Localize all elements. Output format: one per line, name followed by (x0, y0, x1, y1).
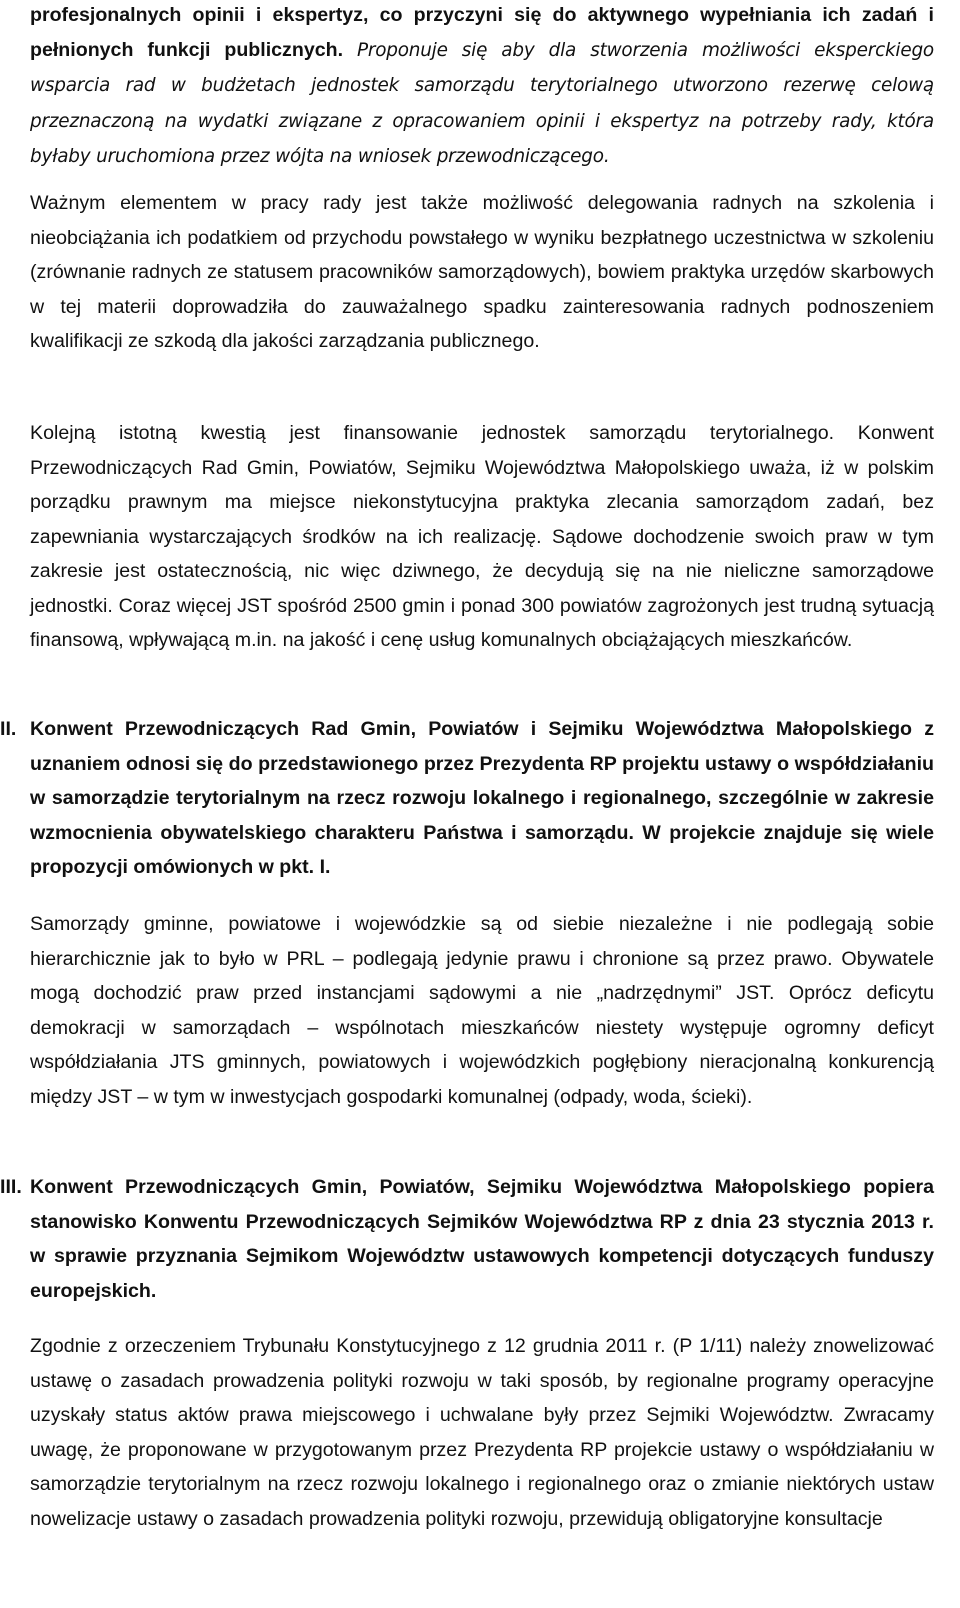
section-ii (0, 712, 934, 885)
section-iii (0, 1170, 934, 1308)
paragraph-constitutional-tribunal: Zgodnie z orzeczeniem Trybunału Konstytucyjnego z 12 grudnia 2011 r. (P 1/11) należy znowelizować ustawę o zasadach prowadzenia polityki rozwoju w taki sposób, by regionalne programy operacyjne uzyskały status aktów prawa miejscowego i uchwalane były przez Sejmiki Województw. Zwracamy uwagę, że proponowane w przygotowanym przez Prezydenta RP projekcie ustawy o współdziałaniu w samorządzie terytorialnym na rzecz rozwoju lokalnego i regionalnego oraz o zmianie niektórych ustaw nowelizacje ustawy o zasadach prowadzenia polityki rozwoju, przewidują obligatoryjne konsultacje (30, 1335, 934, 1530)
section-ii-number: II. (0, 718, 17, 740)
paragraph-financing: Kolejną istotną kwestią jest finansowanie jednostek samorządu terytorialnego. Konwent Przewodniczących Rad Gmin, Powiatów, Sejmiku Województwa Małopolskiego uważa, iż w polskim porządku prawnym ma miejsce niekonstytucyjna praktyka zlecania samorządom zadań, bez zapewniania wystarczających środków na ich realizację. Sądowe dochodzenie swoich praw w tym zakresie jest ostatecznością, nic więc dziwnego, że decydują się na nie nieliczne samorządowe jednostki. Coraz więcej JST spośród 2500 gmin i ponad 300 powiatów zagrożonych jest trudną sytuacją finansową, wpływającą m.in. na jakość i cenę usług komunalnych obciążających mieszkańców. (30, 422, 934, 651)
section-iii-number: III. (0, 1176, 22, 1198)
paragraph-expert-opinions (30, 0, 934, 175)
paragraph-self-government-independence: Samorządy gminne, powiatowe i wojewódzkie są od siebie niezależne i nie podlegają sobie hierarchicznie jak to było w PRL – podlegają jedynie prawu i chronione są przez prawo. Obywatele mogą dochodzić praw przed instancjami sądowymi a nie „nadrzędnymi” JST. Oprócz deficytu demokracji w samorządach – wspólnotach mieszkańców niestety występuje ogromny deficyt współdziałania JTS gminnych, powiatowych i wojewódzkich pogłębiony nieracjonalną konkurencją między JST – w tym w inwestycjach gospodarki komunalnej (odpady, woda, ścieki). (30, 913, 934, 1108)
section-ii-heading: Konwent Przewodniczących Rad Gmin, Powiatów i Sejmiku Województwa Małopolskiego z uznaniem odnosi się do przedstawionego przez Prezydenta RP projektu ustawy o współdziałaniu w samorządzie terytorialnym na rzecz rozwoju lokalnego i regionalnego, szczególnie w zakresie wzmocnienia obywatelskiego charakteru Państwa i samorządu. W projekcie znajduje się wiele propozycji omówionych w pkt. I. (30, 718, 934, 878)
paragraph-training-delegation: Ważnym elementem w pracy rady jest także możliwość delegowania radnych na szkolenia i nieobciążania ich podatkiem od przychodu powstałego w wyniku bezpłatnego uczestnictwa w szkoleniu (zrównanie radnych ze statusem pracowników samorządowych), bowiem praktyka urzędów skarbowych w tej materii doprowadziła do zauważalnego spadku zainteresowania radnych podnoszeniem kwalifikacji ze szkodą dla jakości zarządzania publicznego. (30, 192, 934, 352)
paragraph-bold-lead: profesjonalnych opinii i ekspertyz, co przyczyni się do aktywnego wypełniania ich zadań i pełnionych funkcji publicznych. (30, 4, 934, 61)
paragraph-italic-proposal: Proponuje się aby dla stworzenia możliwości eksperckiego wsparcia rad w budżetach jednostek samorządu terytorialnego utworzono rezerwę celową przeznaczoną na wydatki związane z opracowaniem opinii i ekspertyz na potrzeby rady, która byłaby uruchomiona przez wójta na wniosek przewodniczącego. (30, 39, 934, 167)
section-iii-heading: Konwent Przewodniczących Gmin, Powiatów, Sejmiku Województwa Małopolskiego popiera stanowisko Konwentu Przewodniczących Sejmików Województwa RP z dnia 23 stycznia 2013 r. w sprawie przyznania Sejmikom Województw ustawowych kompetencji dotyczących funduszy europejskich. (30, 1176, 934, 1302)
